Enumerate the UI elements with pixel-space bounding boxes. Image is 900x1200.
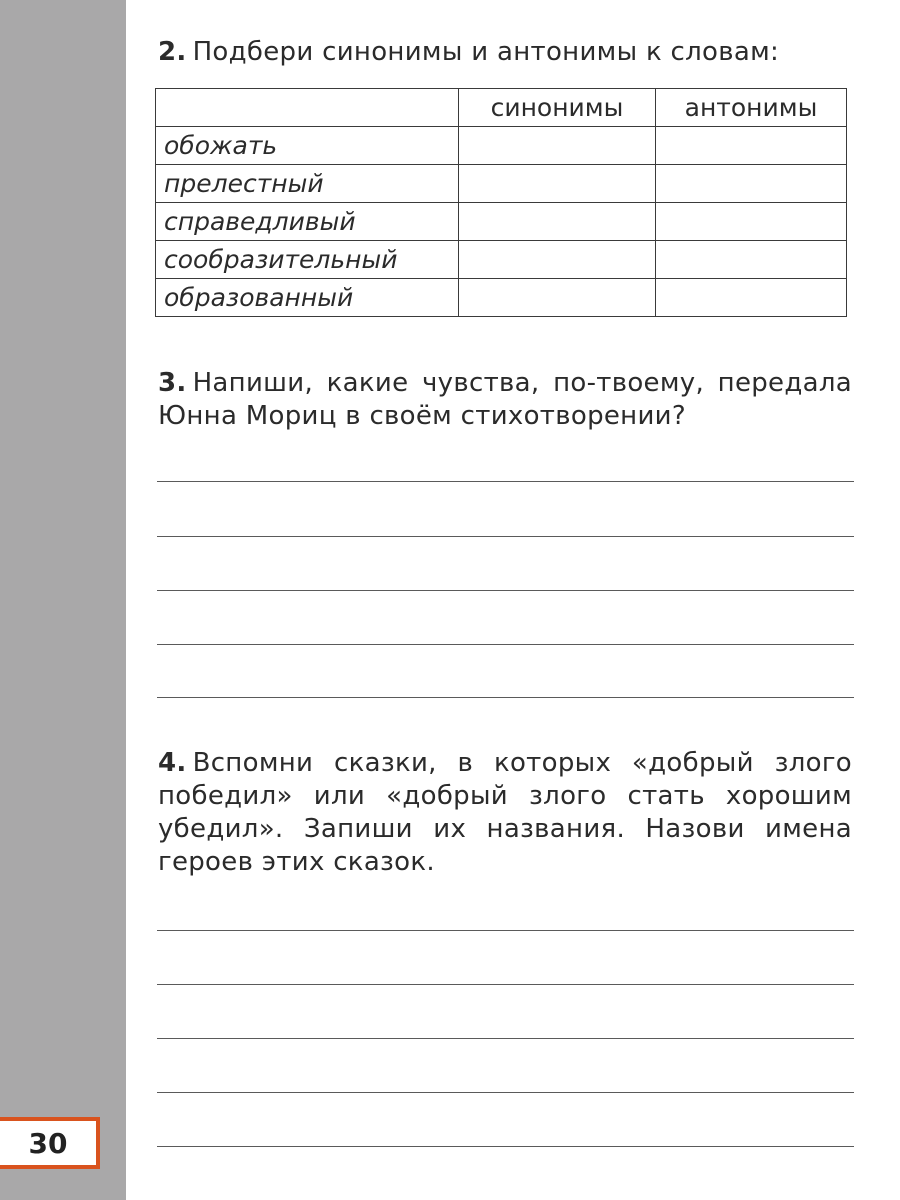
answer-line[interactable] [157,590,854,591]
table-header-row [156,89,847,127]
table-header-synonyms: синонимы [459,89,656,127]
left-margin-band [0,0,126,1200]
synonym-cell[interactable] [459,165,656,203]
answer-line[interactable] [157,930,854,931]
antonym-cell[interactable] [656,203,847,241]
task-4-text: Вспомни сказки, в которых «добрый злого победил» или «добрый злого стать хорошим убедил». Запиши их названия. Назови имена героев этих сказок. [158,748,852,877]
synonyms-antonyms-table [155,88,847,317]
task-3 [158,367,852,433]
task-3-number: 3. [158,368,187,398]
table-header-antonyms: антонимы [656,89,847,127]
table-row [156,203,847,241]
task-2-number: 2. [158,37,187,67]
page-number [0,1117,100,1169]
answer-line[interactable] [157,481,854,482]
task-4 [158,747,852,879]
task-2 [158,36,852,69]
antonym-cell[interactable] [656,127,847,165]
synonym-cell[interactable] [459,279,656,317]
antonym-cell[interactable] [656,165,847,203]
antonym-cell[interactable] [656,241,847,279]
answer-line[interactable] [157,1146,854,1147]
table-header-empty [156,89,459,127]
answer-line[interactable] [157,644,854,645]
answer-line[interactable] [157,697,854,698]
table-row [156,279,847,317]
synonym-cell[interactable] [459,127,656,165]
synonym-cell[interactable] [459,241,656,279]
table-word: сообразительный [156,241,459,279]
table-word: справедливый [156,203,459,241]
page-number-text: 30 [28,1126,68,1160]
table-word: прелестный [156,165,459,203]
answer-line[interactable] [157,1038,854,1039]
answer-line[interactable] [157,984,854,985]
table-word: образованный [156,279,459,317]
table-word: обожать [156,127,459,165]
antonym-cell[interactable] [656,279,847,317]
answer-line[interactable] [157,1092,854,1093]
answer-line[interactable] [157,536,854,537]
synonym-cell[interactable] [459,203,656,241]
table-row [156,165,847,203]
task-4-number: 4. [158,748,187,778]
task-3-text: Напиши, какие чувства, по-твоему, передала Юнна Мориц в своём стихотворении? [158,368,852,431]
table-row [156,127,847,165]
table-row [156,241,847,279]
task-2-text: Подбери синонимы и антонимы к словам: [192,37,780,67]
